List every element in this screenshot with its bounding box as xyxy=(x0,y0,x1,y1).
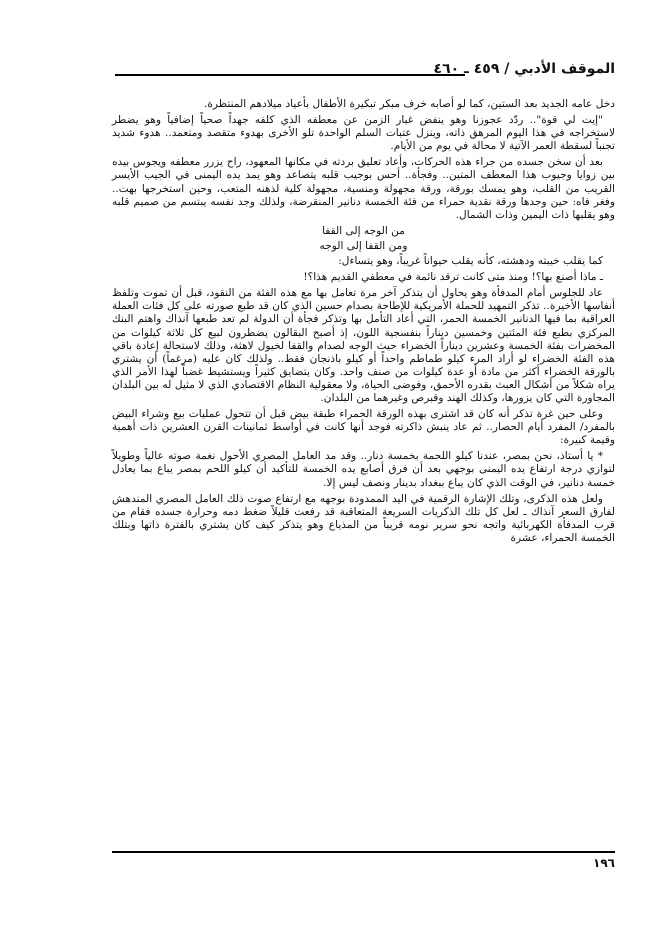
paragraph: "إيت لي قوة".. ردّد عجوزنا وهو ينفض غبار الزمن عن معطفه الذي كلفه جهداً صحياً إضافياً وهو يضطر لاستخراجه في هذا اليوم المرهق ذاته، وينزل عتبات السلم الواحدة تلو الأخرى بهدوء متقصد ومتعمد.. هدوء شديد تجنباً لسقطة العمر الآتية لا محالة في يوم من الأيام. xyxy=(112,114,615,153)
paragraph: عاد للجلوس أمام المدفأة وهو يحاول أن يتذكر آخر مرة تعامل بها مع هذه الفئة من النقود، قبل أن تموت وتلفظ أنفاسها الأخيرة.. تذكر التمهيد للحملة الأمريكية للإطاحة بصدام حسين الذي كان قد طبع صورته على كل فئات العملة العراقية بما فيها الدنانير الخمسة الحمر، التي أعاد التأمل بها وتذكر فجأة أن الدولة لم تعد طبعها آنذاك واهتم البنك المركزي بطبع فئة المئتين وخمسين ديناراً بنفسجية اللون، إذ أصبح البقالون يضطرون لبيع كل ثلاثة كيلوات من المخضرات بفئة الخمسة وعشرين ديناراً الخضراء حيث الوجه لصدام والقفا لخيول لاهثة، وذلك لاستحالة إعادة باقي هذه الفئة الخضراء لو أراد المرء كيلو طماطم واحداً أو كيلو باذنجان فقط.. ولذلك كان عليه (مرغماً) أن يشتري بالورقة الخضراء أكثر من مادة أو عدة كيلوات من صنف واحد. وكان يتضايق كثيراً ويستشيط غضباً لهذا الأمر الذي يراه شكلاً من أشكال العبث بقدره الأحمق، وفوضى الحياة، ولا معقولية النظام الاقتصادي الذي لا مثيل له بين البلدان المجاورة التي كان يزورها، وكذلك الهند وقبرص وغيرهما من البلدان. xyxy=(112,287,615,404)
page-number: ١٩٦ xyxy=(593,856,615,870)
running-header xyxy=(115,60,615,84)
paragraph: بعد أن سخن جسده من جراء هذه الحركات، وأعاد تعليق بردته في مكانها المعهود، راح يزرر معطفه ويجوس بيده بين زوايا وجيوب هذا المعطف المتين.. وفجأة.. أحس بوجيب قلبه يتصاعد وهو يمد يده اليمنى في الجيب الأيسر القريب من القلب، وهو يمسك بورقة، ورقة مجهولة ومنسية، مجهولة كلية لذهنه المتعب، وحين استخرجها بهت.. وفغر فاه: حين وجدها ورقة نقدية حمراء من فئة الخمسة دنانير المنقرضة، ولذلك وجد نفسه يبتسم من صميم قلبه وهو يقلبها ذات اليمين وذات الشمال. xyxy=(112,156,615,221)
header-rule xyxy=(115,74,465,76)
paragraph: وعلى حين غرة تذكر أنه كان قد اشترى بهذه الورقة الحمراء طبقة بيض قبل أن تتحول عمليات بيع وشراء البيض بالمفرد/ المفرد أيام الحصار.. ثم عاد ينبش ذاكرته فوجد أنها كانت في أواسط ثمانينات القرن العشرين ذات أهمية وقيمة كبيرة: xyxy=(112,408,615,447)
paragraph: * يا أستاذ، نحن بمصر، عندنا كيلو اللحمة بخمسة دنار.. وقد مد العامل المصري الأحول نغمة صوته عالياً وطويلاً لتوازي درجة ارتفاع يده اليمنى بوجهي بعد أن فرق أصابع يده الخمسة للتأكيد أن كيلو اللحم بمصر يباع بما يعادل خمسة دنانير، في الوقت الذي كان يباع ببغداد بدينار ونصف ليس إلا. xyxy=(112,450,615,489)
paragraph: دخل عامه الجديد بعد الستين، كما لو أصابه خرف مبكر تبكيرة الأطفال بأعياد ميلادهم المنتظرة. xyxy=(204,98,615,110)
verse-line: ومن القفا إلى الوجه xyxy=(319,239,408,252)
paragraph: كما يقلب خيبته ودهشته، كأنه يقلب حيواناً غريباً، وهو يتساءل: xyxy=(338,255,603,268)
journal-title: الموقف الأدبي / ٤٥٩ ـ ٤٦٠ xyxy=(433,61,615,77)
paragraph: ـ ماذا أصنع بها؟! ومنذ متى كانت ترقد نائمة في معطفي القديم هذا؟! xyxy=(303,271,603,284)
paragraph: ولعل هذه الذكرى، وتلك الإشارة الرقمية في اليد الممدودة بوجهه مع ارتفاع صوت ذلك العامل المصري المندهش لفارق السعر آنذاك ـ لعل كل تلك الذكريات السريعة المتعاقبة قد رفعت قليلاً ضغط دمه وحرارة جسده فقام من قرب المدفأة الكهربائية واتجه نحو سرير نومه قريباً من المذياع وهو يتذكر كيف كان يشتري بالفترة ذاتها وبتلك الخمسة الحمراء، عشرة xyxy=(112,492,615,544)
article-body xyxy=(112,98,615,548)
footer-rule xyxy=(112,851,615,853)
verse-line: من الوجه إلى القفا xyxy=(322,224,405,237)
